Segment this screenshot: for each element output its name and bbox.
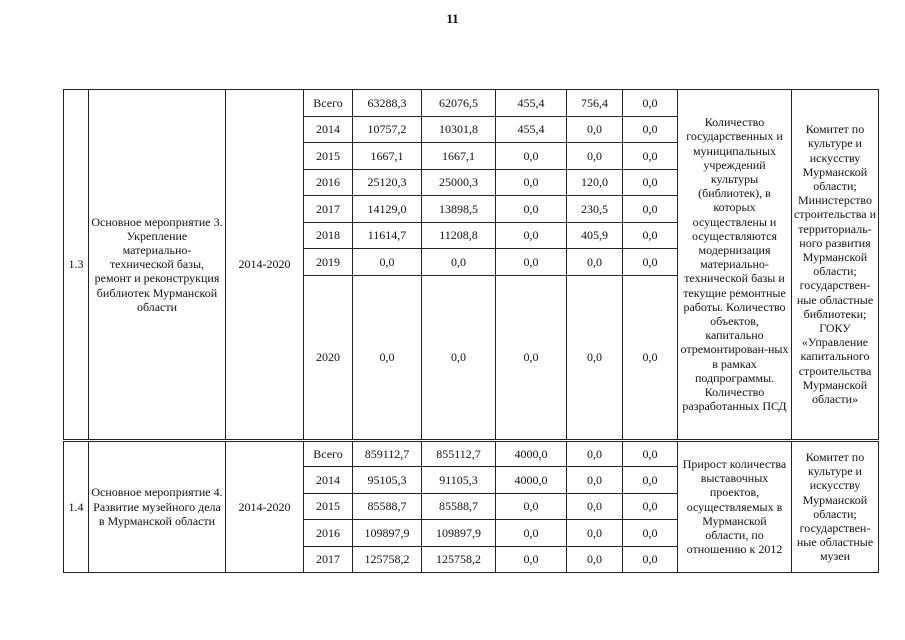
year-cell: 2016 [304, 169, 353, 196]
total-cell: 1667,1 [353, 143, 422, 170]
regional-cell: 10301,8 [422, 116, 496, 143]
regional-cell: 1667,1 [422, 143, 496, 170]
regional-cell: 109897,9 [422, 520, 496, 547]
regional-cell: 25000,3 [422, 169, 496, 196]
measure-name: Основное мероприятие 3. Укрепление материально-технической базы, ремонт и реконструкция библиотек Мурманской области [89, 90, 226, 441]
regional-cell: 62076,5 [422, 90, 496, 117]
other-cell: 0,0 [623, 196, 678, 223]
total-cell: 859112,7 [353, 440, 422, 467]
table-row [64, 90, 879, 117]
other-cell: 0,0 [623, 143, 678, 170]
federal-cell: 0,0 [496, 169, 567, 196]
year-cell: 2017 [304, 546, 353, 573]
other-cell: 0,0 [623, 440, 678, 467]
executor-text: Комитет по культуре и искусству Мурманской области; Министерство строительства и территориаль-ного развития Мурманской области; государствен-ные областные библиотеки; ГОКУ «Управление капитального строительства Мурманской области» [792, 90, 879, 441]
local-cell: 0,0 [567, 116, 623, 143]
other-cell: 0,0 [623, 169, 678, 196]
regional-cell: 13898,5 [422, 196, 496, 223]
federal-cell: 0,0 [496, 520, 567, 547]
year-cell: Всего [304, 440, 353, 467]
year-cell: 2018 [304, 222, 353, 249]
other-cell: 0,0 [623, 275, 678, 440]
federal-cell: 0,0 [496, 143, 567, 170]
row-index: 1.3 [64, 90, 89, 441]
row-index: 1.4 [64, 440, 89, 573]
year-cell: 2015 [304, 143, 353, 170]
other-cell: 0,0 [623, 116, 678, 143]
regional-cell: 85588,7 [422, 493, 496, 520]
year-cell: 2017 [304, 196, 353, 223]
total-cell: 14129,0 [353, 196, 422, 223]
regional-cell: 0,0 [422, 275, 496, 440]
federal-cell: 0,0 [496, 196, 567, 223]
federal-cell: 0,0 [496, 275, 567, 440]
year-cell: 2019 [304, 249, 353, 276]
total-cell: 125758,2 [353, 546, 422, 573]
federal-cell: 455,4 [496, 116, 567, 143]
other-cell: 0,0 [623, 90, 678, 117]
program-table [63, 89, 879, 573]
local-cell: 0,0 [567, 275, 623, 440]
federal-cell: 0,0 [496, 546, 567, 573]
executor-text: Комитет по культуре и искусству Мурманской области; государствен-ные областные музеи [792, 440, 879, 573]
period: 2014-2020 [226, 440, 304, 573]
other-cell: 0,0 [623, 520, 678, 547]
federal-cell: 455,4 [496, 90, 567, 117]
total-cell: 10757,2 [353, 116, 422, 143]
total-cell: 0,0 [353, 249, 422, 276]
local-cell: 0,0 [567, 249, 623, 276]
other-cell: 0,0 [623, 222, 678, 249]
local-cell: 756,4 [567, 90, 623, 117]
indicator-text: Прирост количества выставочных проектов, осуществляемых в Мурманской области, по отношению к 2012 [678, 440, 792, 573]
total-cell: 85588,7 [353, 493, 422, 520]
year-cell: Всего [304, 90, 353, 117]
federal-cell: 0,0 [496, 493, 567, 520]
other-cell: 0,0 [623, 493, 678, 520]
regional-cell: 855112,7 [422, 440, 496, 467]
page-number: 11 [446, 11, 459, 26]
federal-cell: 0,0 [496, 222, 567, 249]
year-cell: 2016 [304, 520, 353, 547]
local-cell: 0,0 [567, 493, 623, 520]
local-cell: 0,0 [567, 143, 623, 170]
local-cell: 0,0 [567, 467, 623, 494]
federal-cell: 4000,0 [496, 467, 567, 494]
local-cell: 0,0 [567, 440, 623, 467]
federal-cell: 4000,0 [496, 440, 567, 467]
year-cell: 2014 [304, 467, 353, 494]
federal-cell: 0,0 [496, 249, 567, 276]
total-cell: 95105,3 [353, 467, 422, 494]
regional-cell: 0,0 [422, 249, 496, 276]
local-cell: 0,0 [567, 520, 623, 547]
year-cell: 2014 [304, 116, 353, 143]
other-cell: 0,0 [623, 249, 678, 276]
other-cell: 0,0 [623, 546, 678, 573]
local-cell: 230,5 [567, 196, 623, 223]
total-cell: 109897,9 [353, 520, 422, 547]
total-cell: 63288,3 [353, 90, 422, 117]
year-cell: 2015 [304, 493, 353, 520]
local-cell: 405,9 [567, 222, 623, 249]
regional-cell: 11208,8 [422, 222, 496, 249]
year-cell: 2020 [304, 275, 353, 440]
period: 2014-2020 [226, 90, 304, 441]
local-cell: 0,0 [567, 546, 623, 573]
measure-name: Основное мероприятие 4. Развитие музейного дела в Мурманской области [89, 440, 226, 573]
regional-cell: 125758,2 [422, 546, 496, 573]
local-cell: 120,0 [567, 169, 623, 196]
total-cell: 25120,3 [353, 169, 422, 196]
other-cell: 0,0 [623, 467, 678, 494]
total-cell: 0,0 [353, 275, 422, 440]
regional-cell: 91105,3 [422, 467, 496, 494]
table-row [64, 440, 879, 467]
indicator-text: Количество государственных и муниципальных учреждений культуры (библиотек), в которых осуществлены и осуществляются модернизация материально-технической базы и текущие ремонтные работы. Количество объектов, капитально отремонтирован-ных в рамках подпрограммы. Количество разработанных ПСД [678, 90, 792, 441]
total-cell: 11614,7 [353, 222, 422, 249]
